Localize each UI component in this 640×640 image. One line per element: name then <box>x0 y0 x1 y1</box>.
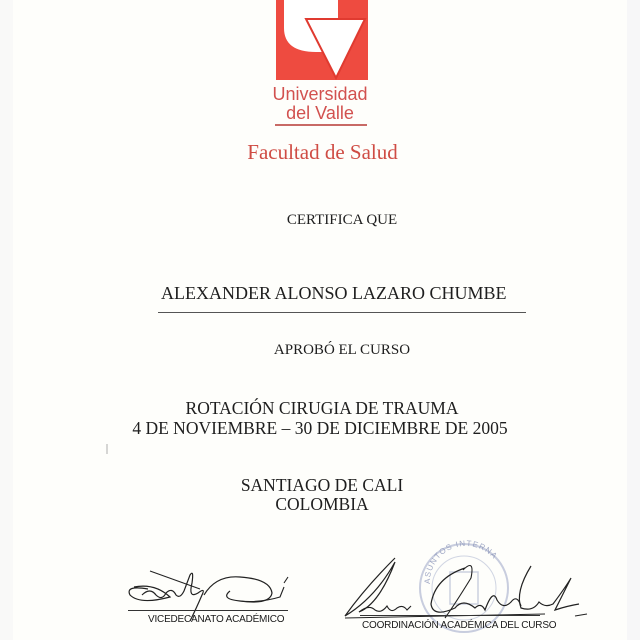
approved-heading: APROBÓ EL CURSO <box>273 342 411 358</box>
institution-name-line2: del Valle <box>286 103 354 123</box>
course-dates: 4 DE NOVIEMBRE – 30 DE DICIEMBRE DE 2005 <box>132 418 508 438</box>
scan-edge-left <box>0 0 13 640</box>
signature-line <box>128 610 288 611</box>
univalle-logo-icon <box>276 0 368 80</box>
signature-label: COORDINACIÓN ACADÉMICA DEL CURSO <box>362 620 557 631</box>
country: COLOMBIA <box>275 494 369 514</box>
certifies-heading: CERTIFICA QUE <box>286 212 398 228</box>
city: SANTIAGO DE CALI <box>240 475 404 495</box>
faculty-name: Facultad de Salud <box>247 140 398 164</box>
name-underline <box>158 312 526 313</box>
signature-label: VICEDECANATO ACADÉMICO <box>148 614 285 625</box>
signature-line <box>360 615 540 616</box>
header-divider <box>275 124 367 126</box>
course-title: ROTACIÓN CIRUGIA DE TRAUMA <box>185 398 459 418</box>
scan-edge-right <box>627 0 640 640</box>
handwritten-signature-icon <box>120 565 310 640</box>
scan-artifact <box>106 444 108 454</box>
stamp-text: ASUNTOS INTERNA <box>422 540 500 585</box>
recipient-name: ALEXANDER ALONSO LAZARO CHUMBE <box>161 283 507 303</box>
handwritten-signature-icon <box>335 548 595 628</box>
institution-name-line1: Universidad <box>272 84 368 104</box>
